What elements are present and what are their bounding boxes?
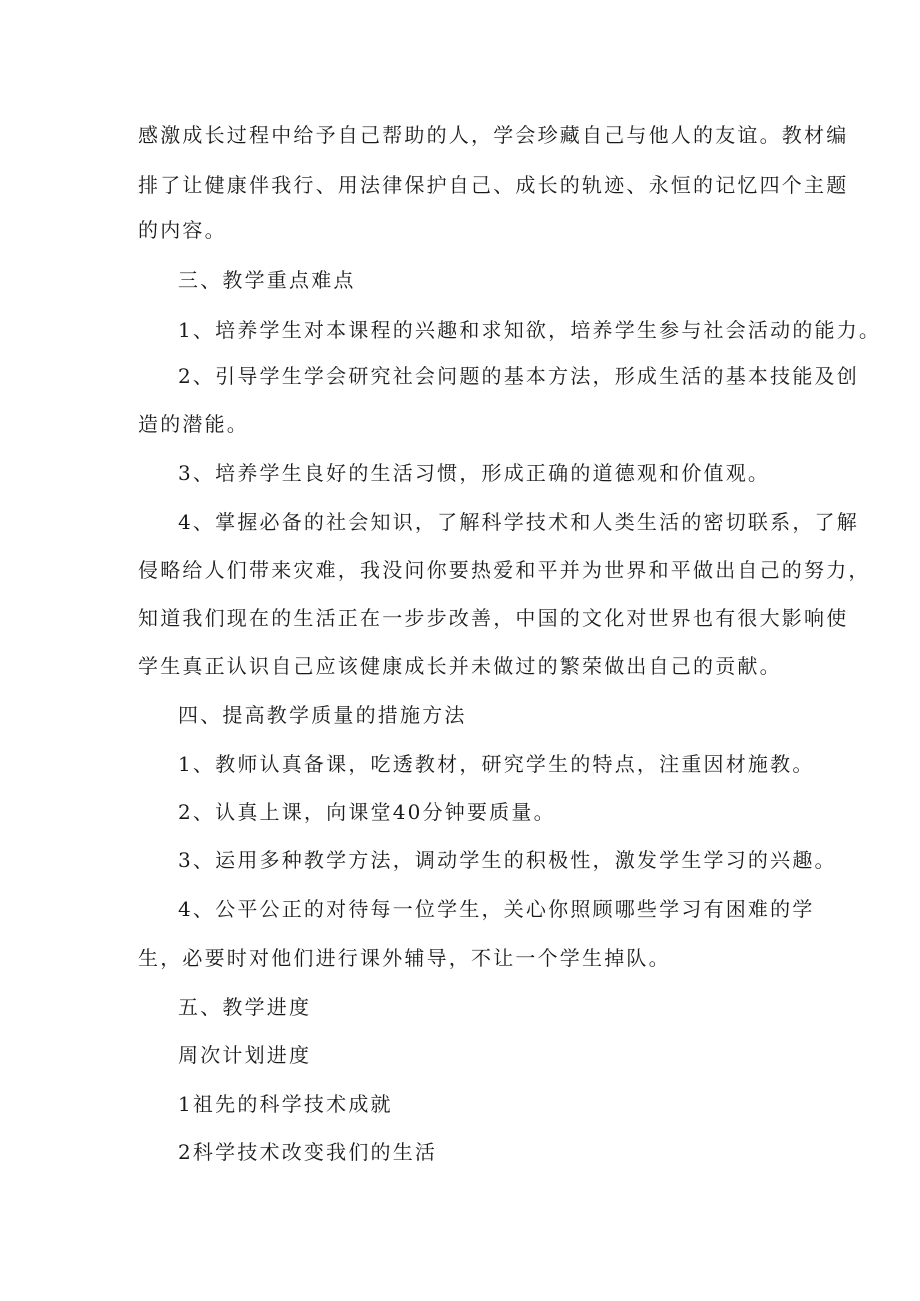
schedule-label: 周次计划进度 <box>178 1043 312 1067</box>
list-item-continuation: 造的潜能。 <box>138 412 249 436</box>
list-item: 1、教师认真备课，吃透教材，研究学生的特点，注重因材施教。 <box>178 752 815 776</box>
list-item: 4、掌握必备的社会知识，了解科学技术和人类生活的密切联系，了解 <box>178 510 859 534</box>
section-heading: 三、教学重点难点 <box>178 268 356 292</box>
schedule-item: 2科学技术改变我们的生活 <box>178 1140 438 1164</box>
list-item: 2、引导学生学会研究社会问题的基本方法，形成生活的基本技能及创 <box>178 364 859 388</box>
section-heading: 四、提高教学质量的措施方法 <box>178 703 467 727</box>
list-item-continuation: 知道我们现在的生活正在一步步改善，中国的文化对世界也有很大影响使 <box>138 606 849 630</box>
list-item: 3、运用多种教学方法，调动学生的积极性，激发学生学习的兴趣。 <box>178 848 837 872</box>
paragraph-line: 排了让健康伴我行、用法律保护自己、成长的轨迹、永恒的记忆四个主题 <box>138 173 849 197</box>
schedule-item: 1祖先的科学技术成就 <box>178 1092 393 1116</box>
list-item: 4、公平公正的对待每一位学生，关心你照顾哪些学习有困难的学 <box>178 897 815 921</box>
list-item-continuation: 学生真正认识自己应该健康成长并未做过的繁荣做出自己的贡献。 <box>138 654 782 678</box>
list-item: 1、培养学生对本课程的兴趣和求知欲，培养学生参与社会活动的能力。 <box>178 318 882 342</box>
list-item: 2、认真上课，向课堂40分钟要质量。 <box>178 800 556 824</box>
list-item: 3、培养学生良好的生活习惯，形成正确的道德观和价值观。 <box>178 461 771 485</box>
paragraph-line: 感激成长过程中给予自己帮助的人，学会珍藏自己与他人的友谊。教材编 <box>138 123 849 147</box>
list-item-continuation: 侵略给人们带来灾难，我没问你要热爱和平并为世界和平做出自己的努力， <box>138 558 871 582</box>
paragraph-line: 的内容。 <box>138 218 227 242</box>
section-heading: 五、教学进度 <box>178 995 312 1019</box>
list-item-continuation: 生，必要时对他们进行课外辅导，不让一个学生掉队。 <box>138 946 671 970</box>
